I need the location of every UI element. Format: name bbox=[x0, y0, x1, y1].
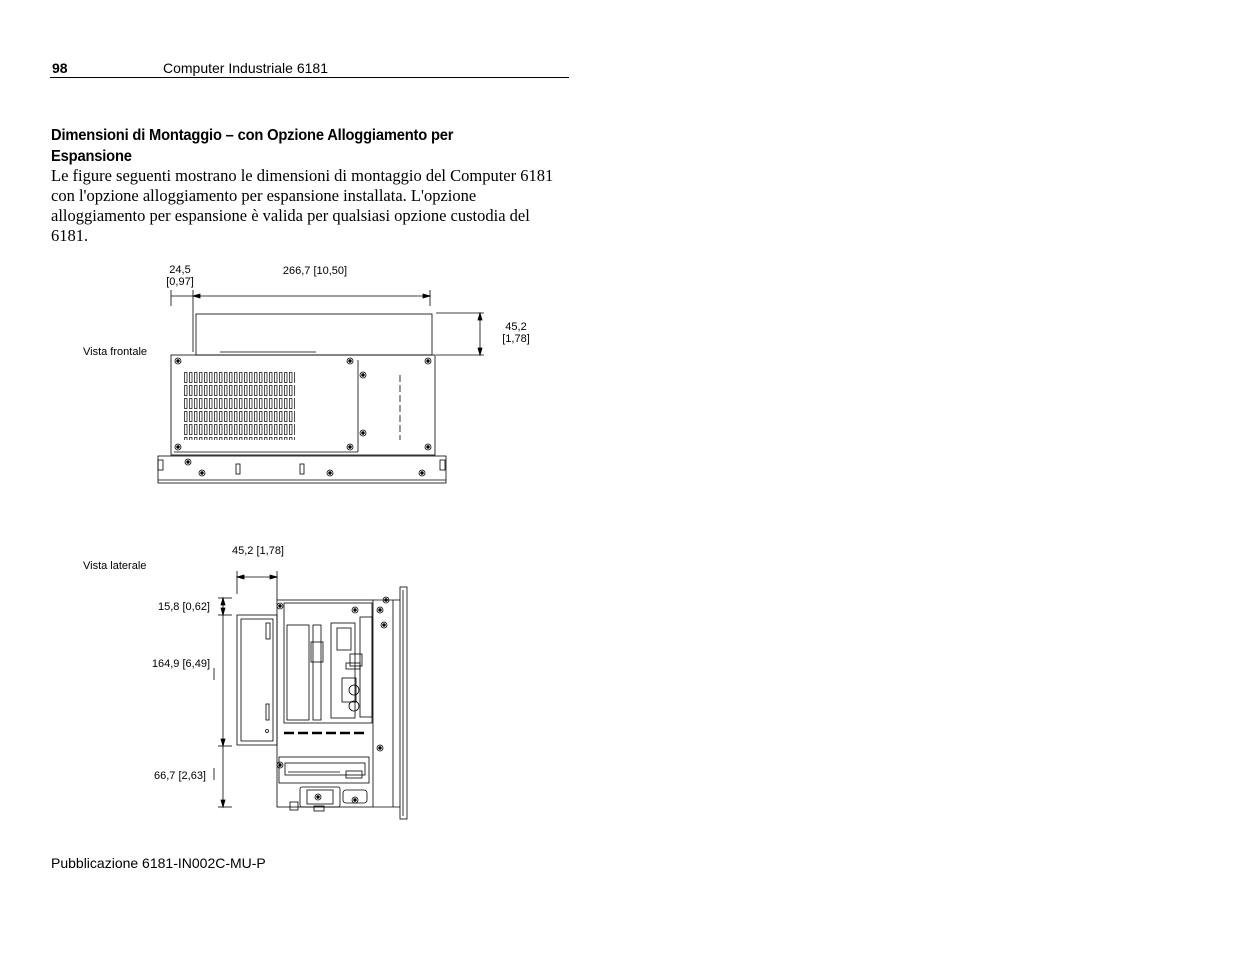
dim-mid: 164,9 [6,49] bbox=[151, 658, 210, 670]
page-number: 98 bbox=[52, 60, 68, 76]
running-title: Computer Industriale 6181 bbox=[163, 60, 328, 76]
section-body: Le figure seguenti mostrano le dimensioni di montaggio del Computer 6181 con l'opzione alloggiamento per espansione installata. L'opzione alloggiamento per espansione è valida per qualsiasi opzione custodia del 6181. bbox=[51, 166, 554, 245]
dim-depth: 45,2 [1,78] bbox=[232, 545, 284, 557]
dim-bottom: 66,7 [2,63] bbox=[154, 770, 206, 782]
section-title: Dimensioni di Montaggio – con Opzione Alloggiamento per Espansione bbox=[51, 127, 454, 165]
dim-width: 266,7 [10,50] bbox=[282, 265, 348, 277]
front-view-drawing bbox=[158, 290, 484, 483]
dim-left-mm: 24,5 bbox=[169, 264, 191, 276]
dim-left-inch: [0,97] bbox=[166, 276, 194, 288]
front-view-caption: Vista frontale bbox=[83, 346, 148, 358]
dim-height-inch: [1,78] bbox=[502, 333, 530, 345]
dim-height-mm: 45,2 bbox=[505, 321, 527, 333]
dim-top: 15,8 [0,62] bbox=[158, 601, 210, 613]
side-view-caption: Vista laterale bbox=[83, 560, 147, 572]
publication-footer: Pubblicazione 6181-IN002C-MU-P bbox=[51, 855, 266, 871]
